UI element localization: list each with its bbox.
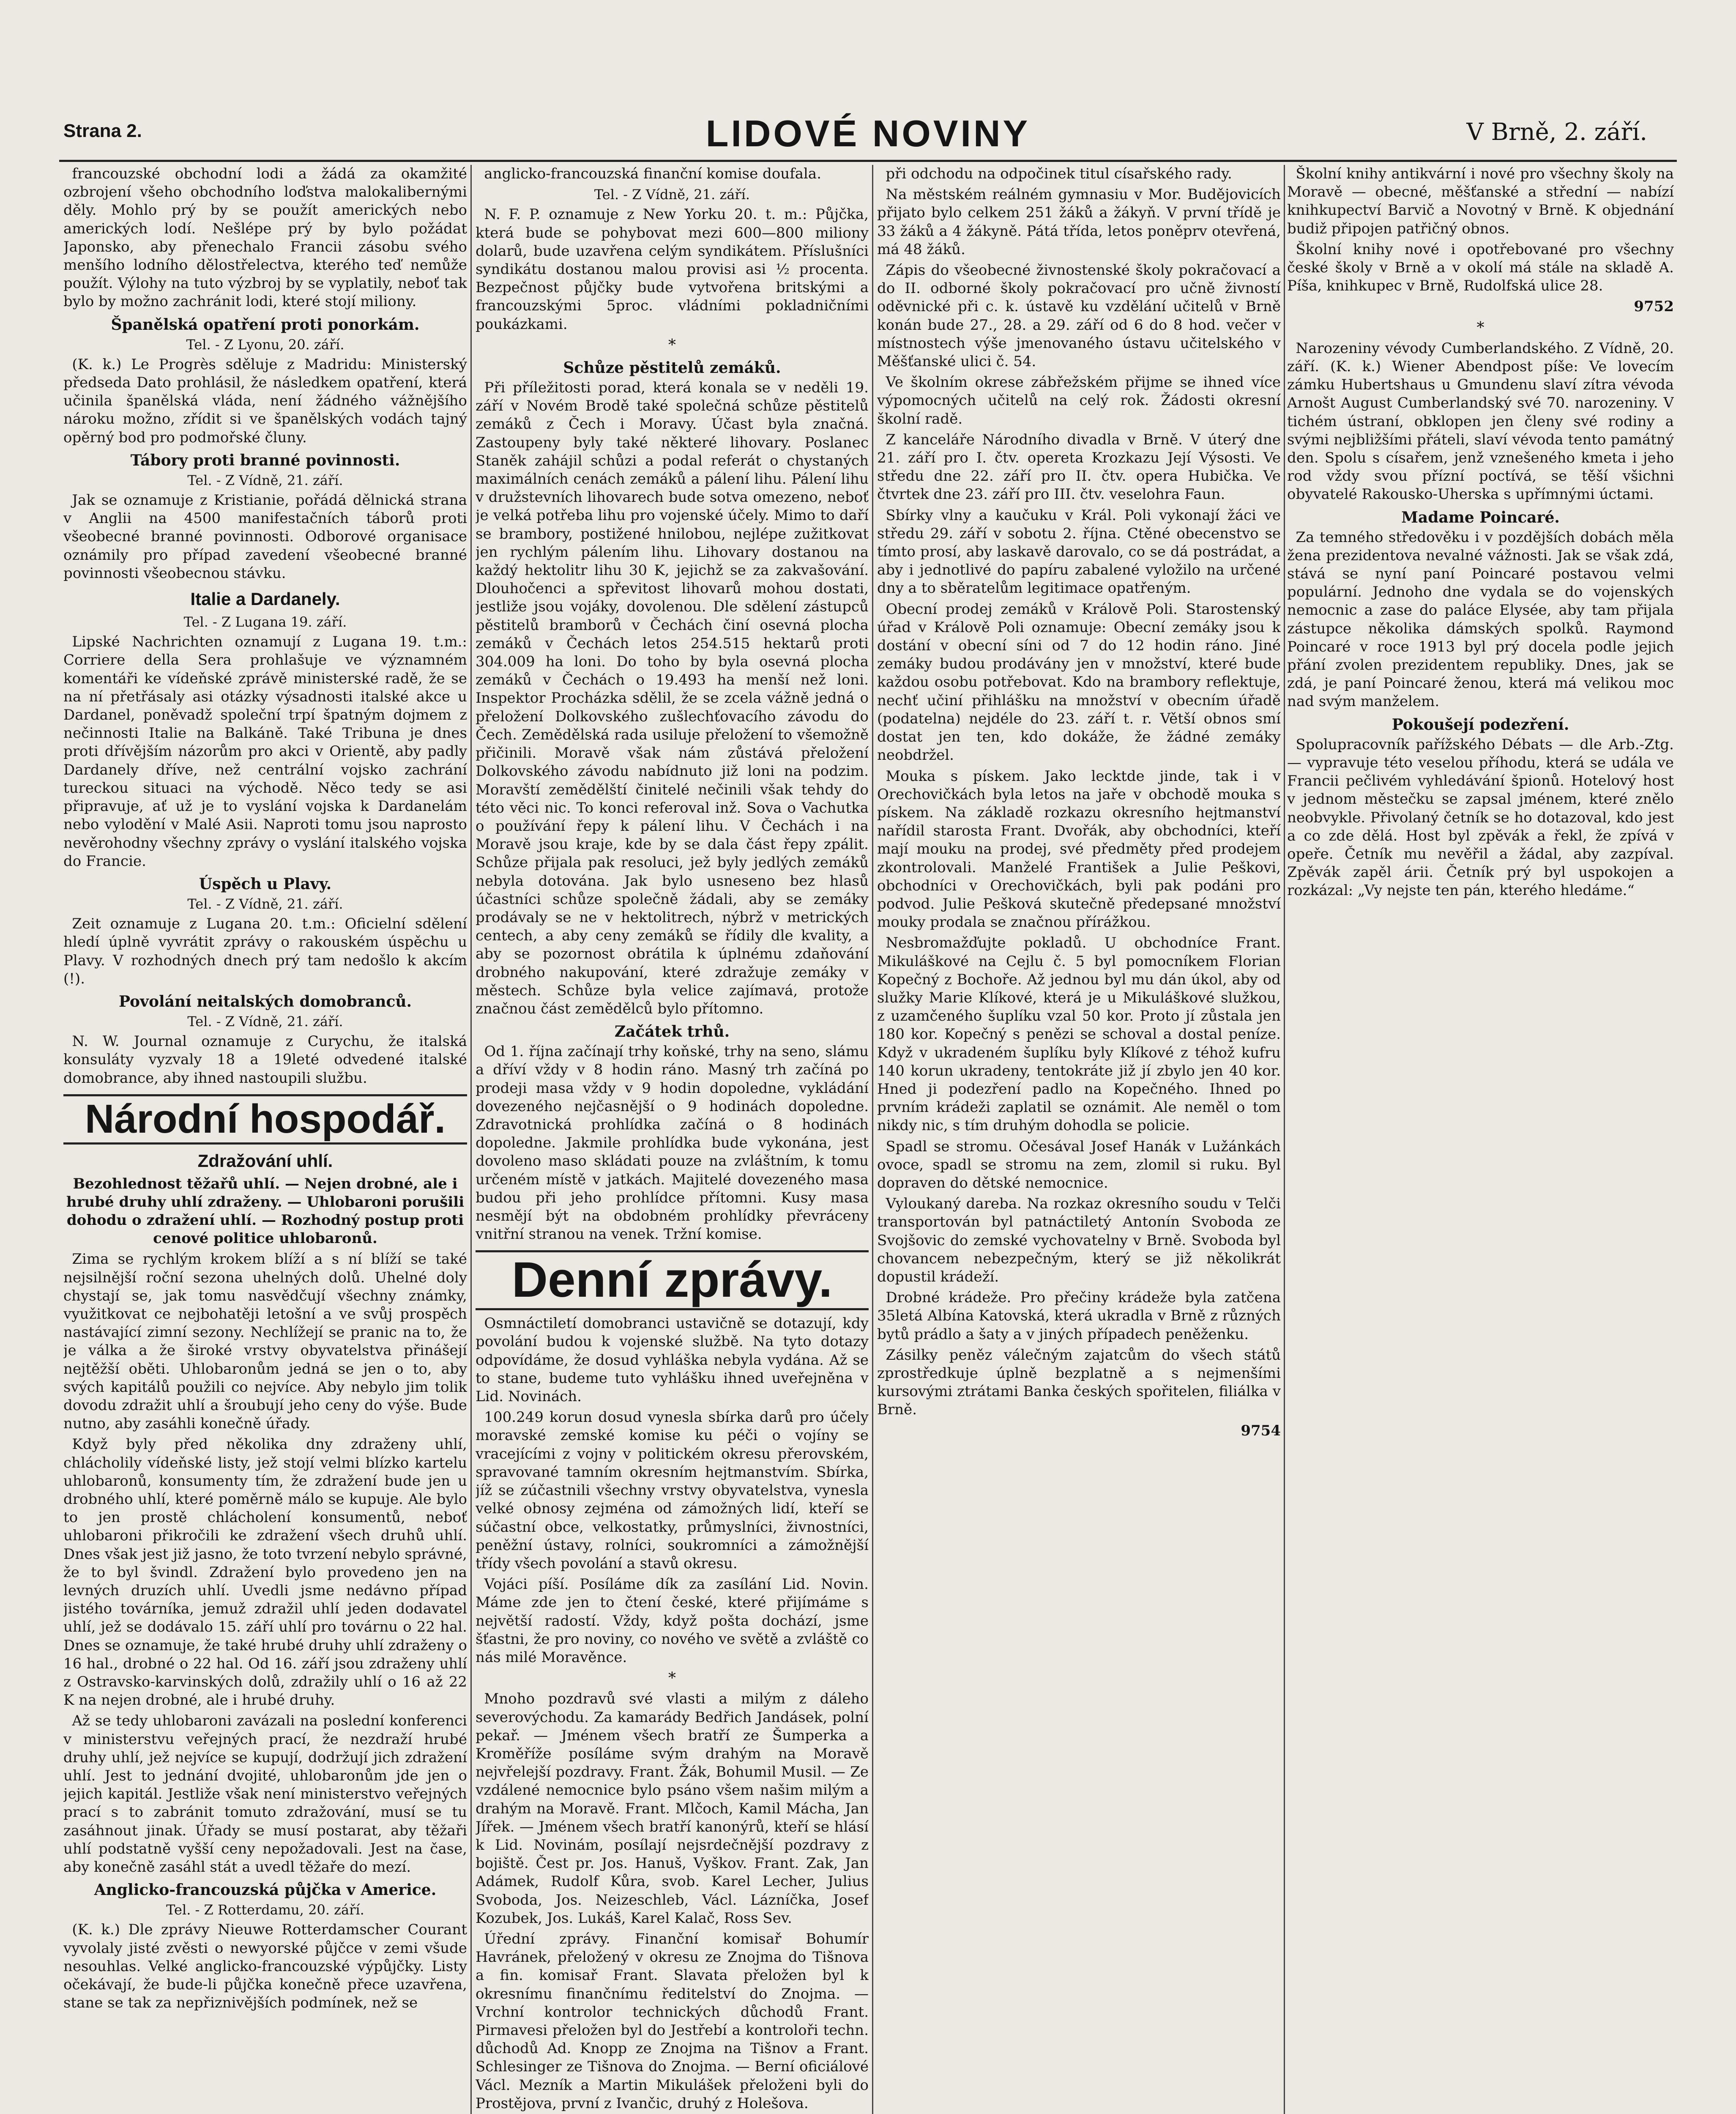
ad-number: 9752 — [1634, 298, 1674, 315]
ad-number: 9754 — [1241, 1422, 1281, 1439]
article-text: Mnoho pozdravů své vlasti a milým z dáleho severovýchodu. Za kamarády Bedřich Jandásek, polní pekař. — Jménem všech bratří ze Šumperka a Kroměříže posíláme svým drahým na Moravě nejvřelejší pozdravy. Frant. Žák, Bohumil Musil. — Ze vzdálené nemocnice bylo psáno všem našim milým a drahým na Moravě. Frant. Mlčoch, Kamil Mácha, Jan Jířek. — Jménem všech bratří kanonýrů, kteří se hlásí k Lid. Novinám, posílají nejsrdečnější pozdravy z bojiště. Čest pr. Jos. Hanuš, Vyškov. Frant. Zak, Jan Adámek, Rudolf Kůra, svob. Karel Lecher, Julius Svoboda, Jos. Neizeschleb, Václ. Lázníčka, Josef Kozubek, Jos. Lukáš, Karel Kalač, Ross Sev. — [476, 1690, 869, 1927]
column-divider — [470, 165, 472, 2114]
column-divider — [872, 165, 873, 2114]
article-text: Zima se rychlým krokem blíží a s ní blíží se také nejsilnější roční sezona uhelných dolů. Uhelné doly chystají se, jak tomu nasvědčují všechny známky, využitkovat ce nejbohatěji letošní a ve svůj prospěch nastávající zimní sezony. Nechlížejí se pranic na to, že je válka a že široké vrstvy obyvatelstva přinášejí nejtěžší oběti. Uhlobaronům jedná se jen o to, aby svých kapitálů použili co nejvíce. Aby nebylo jim tolik dovodu zdražit uhlí a šroubují jeho ceny do výše. Bude nutno, aby zasáhli konečně úřady. — [63, 1251, 467, 1432]
article-text: Lipské Nachrichten oznamují z Lugana 19. t.m.: Corriere della Sera prohlašuje ve významném komentáři ke vídeňské zprávě ministerské radě, že se na ní přetřásaly asi otázky výsadnosti italské akce u Dardanel, poněvadž společní trpí špatným dojmem z nečinnosti Italie na Balkáně. Také Tribuna je dnes proti dřívějším názorům pro akci v Orientě, aby padly Dardanely dříve, než centrální vojsko zachrání tureckou situaci na východě. Něco tedy se asi připravuje, ať už je to vyslání vojska k Dardanelám nebo vylodění v Malé Asii. Naproti tomu jsou naprosto nevěrohodny všechny zprávy o vyslání italského vojska do Francie. — [63, 633, 467, 870]
article-text: N. W. Journal oznamuje z Curychu, že italská konsuláty vyzvaly 18 a 19leté odvedené italské domobrance, aby ihned nastoupili službu. — [63, 1033, 467, 1087]
article-text: anglicko-francouzská finanční komise doufala. — [484, 165, 821, 182]
article-text: Zeit oznamuje z Lugana 20. t.m.: Oficielní sdělení hledí úplně vyvrátit zprávy o rakouském úspěchu u Plavy. V rozhodných dnech prý tam nedošlo k akcím (!). — [63, 915, 467, 987]
article-text: Úřední zprávy. Finanční komisař Bohumír Havránek, přeložený v okresu ze Znojma do Tišnova a fin. komisař Frant. Slavata přeložen byl k okresnímu finančnímu ředitelství do Znojma. — Vrchní kontrolor technických důchodů Frant. Pirmavesi přeložen byl do Jestřebí a kontroloři techn. důchodů Ad. Knopp ze Znojma na Tišnov a Frant. Schlesinger ze Tišnova do Znojma. — Berní oficiálové Václ. Mezník a Martin Mikulášek přeloženi byli do Prostějova, první z Ivančic, druhý z Holešova. — [476, 1930, 869, 2112]
column-divider — [1284, 165, 1285, 2114]
dateline: Tel. - Z Lyonu, 20. září. — [186, 336, 344, 353]
section-title: Národní hospodář. — [63, 1094, 467, 1145]
article-text: Školní knihy antikvární i nové pro všechny školy na Moravě — obecné, měšťanské a střední — nabízí knihkupectví Barvič a Novotný v Brně. K objednání budiž připojen patřičný obnos. — [1287, 165, 1674, 237]
article-title: Italie a Dardanely. — [190, 589, 340, 609]
article-text: Když byly před několika dny zdraženy uhlí, chlácholily vídeňské listy, jež stojí velmi blízko kartelu uhlobaronů, konsumenty tím, že zdražení bude jen u drobného uhlí, které poměrně málo se kupuje. Ale bylo to jen prostě chlácholení konsumentů, neboť uhlobaroni přikročili ke zdražení všech druhů uhlí. Dnes však jest již jasno, že toto tvrzení nebylo správné, že to byl švindl. Zdražení bylo provedeno jen na levných druzích uhlí. Uvedli jsme nedávno případ jistého továrníka, jemuž zdražil uhlí jeden dodavatel uhlí, jež se dodávalo 15. září uhlí pro továrnu o 22 hal. Dnes se oznamuje, že také hrubé druhy uhlí zdraženy o 16 hal., drobné o 22 hal. Od 16. září jsou zdraženy uhlí z Ostravsko-karvinských dolů, zdražily uhlí o 16 až 22 K na nejen drobné, ale i hrubé druhy. — [63, 1436, 467, 1709]
article-text: Spadl se stromu. Očesával Josef Hanák v Lužánkách ovoce, spadl se stromu na zem, zlomil si ruku. Byl dopraven do dětské nemocnice. — [877, 1138, 1281, 1191]
article-text: N. F. P. oznamuje z New Yorku 20. t. m.: Půjčka, která bude se pohybovat mezi 600—800 miliony dolarů, bude uzavřena celým syndikátem. Příslušníci syndikátu dostanou malou provisi asi ½ procenta. Bezpečnost půjčky bude vytvořena britskými a francouzskými 5proc. vládními pokladničními poukázkami. — [476, 206, 869, 333]
column-1 — [63, 165, 467, 2114]
article-text: Z kanceláře Národního divadla v Brně. V úterý dne 21. září pro I. čtv. opereta Krozkazu Její Výsosti. Ve středu dne 22. září pro II. čtv. opera Hubička. Ve čtvrtek dne 23. září pro III. čtv. veselohra Faun. — [877, 431, 1281, 503]
article-title: Zdražování uhlí. — [197, 1150, 333, 1171]
article-text: Nesbromažďujte pokladů. U obchodníce Frant. Mikuláškové na Cejlu č. 5 byl pomocníkem Florian Kopečný z Bochoře. Až jednou byl mu dán úkol, aby od služky Marie Klíkové, která je u Mikuláškové služkou, z uzamčeného šuplíku vzal 50 kor. Proto jí zůstala jen 180 kor. Kopečný s penězi se schoval a dostal peníze. Když v ukradeném šuplíku byly Klíkové z téhož kufru 140 korun ukradeny, tentokráte již jí zbylo jen 40 kor. Hned ji podezření padlo na Kopečného. Ihned po prvním krádeži zaplatil se oznámit. Ale neměl o tom nikdy nic, s tím druhým dohodla se policie. — [877, 934, 1281, 1134]
column-2 — [476, 165, 869, 2114]
article-text: Na městském reálném gymnasiu v Mor. Budějovicích přijato bylo celkem 251 žáků a žákyň. V první třídě je 33 žáků a 4 žákyně. Pátá třída, letos poněprv otevřená, má 48 žáků. — [877, 186, 1281, 258]
article-title: Pokoušejí podezření. — [1392, 715, 1569, 734]
masthead: LIDOVÉ NOVINY — [705, 112, 1031, 154]
article-text: Ve školním okrese zábřežském přijme se ihned více výpomocných učitelů na celý rok. Žádosti okresní školní radě. — [877, 374, 1281, 427]
separator-star: * — [668, 336, 676, 354]
dateline: Tel. - Z Rotterdamu, 20. září. — [166, 1902, 364, 1918]
article-lead: Bezohlednost těžařů uhlí. — Nejen drobné, ale i hrubé druhy uhlí zdraženy. — Uhlobaroni porušili dohodu o zdražení uhlí. — Rozhodný postup proti cenové politice uhlobaronů. — [66, 1175, 465, 1247]
article-text: (K. k.) Le Progrès sděluje z Madridu: Ministerský předseda Dato prohlásil, že následkem opatření, která učinila španělská vláda, není žádného vážnějšího nároku možno, zřídit si ve španělských vodách tajný opěrný bod pro podmořské čluny. — [63, 356, 467, 446]
article-text: Obecní prodej zemáků v Králově Poli. Starostenský úřad v Králově Poli oznamuje: Obecní zemáky jsou k dostání v obecní síni od 7 do 12 hodin ráno. Jiné zemáky budou prodávány jen v množství, které bude každou osobu potřebovat. Kdo na brambory reflektuje, nechť učiní přihlášku na množství v obecním úřadě (podatelna) nejdéle do 23. září t. r. Větší obnos smí dostat jen ten, kdo dokáže, že žádné zemáky neobdržel. — [877, 600, 1281, 764]
article-title: Úspěch u Plavy. — [199, 875, 332, 893]
article-text: Osmnáctiletí domobranci ustavičně se dotazují, kdy povolání budou k vojenské službě. Na tyto dotazy odpovídáme, že dosud vyhláška nebyla vydána. Až se to stane, budeme tuto vyhlášku ihned uveřejněna v Lid. Novinách. — [476, 1315, 869, 1405]
article-text: Zásilky peněz válečným zajatcům do všech států zprostředkuje úplně bezplatně a s nejmenšími kursovými ztrátami Banka českých spořitelen, filiálka v Brně. — [877, 1346, 1281, 1418]
article-text: Spolupracovník pařížského Débats — dle Arb.-Ztg. — vypravuje této veselou příhodu, která se udála ve Francii pečlivém vyhledávání špionů. Hotelový host v jednom městečku se zapsal jménem, které znělo neobvykle. Přivolaný četník se ho dotazoval, kdo jest a co zde dělá. Host byl zpěvák a řekl, že zpívá v opeře. Četník mu nevěřil a žádal, aby zazpíval. Zpěvák zapěl árii. Četník prý byl uspokojen a rozkázal: „Vy nejste ten pán, kterého hledáme.“ — [1287, 736, 1674, 899]
article-title: Madame Poincaré. — [1401, 508, 1560, 526]
article-text: francouzské obchodní lodi a žádá za okamžité ozbrojení všeho obchodního loďstva malokalibernými děly. Mohlo prý by se použít amerických nebo amerických lodí. Nešlépe prý by bylo požádat Japonsko, aby přenechalo Francii zásobu svého menšího lodního dělostřelectva, kterého teď nemůže použít. Výlohy na tuto výzbroj by se vyplatily, neboť tak bylo by možno zachránit lodi, které stojí miliony. — [63, 165, 467, 310]
dateline: Tel. - Z Vídně, 21. září. — [187, 1013, 343, 1030]
article-text: Vojáci píší. Posíláme dík za zasílání Lid. Novin. Máme zde jen to čtení české, které přijímáme s největší radostí. Vždy, když pošta dochází, jsme šťastni, že pro noviny, co nového ve světě a zvláště co nás milé Moravěnce. — [476, 1576, 869, 1666]
dateline: Tel. - Z Vídně, 21. září. — [187, 472, 343, 488]
article-text: Od 1. října začínají trhy koňské, trhy na seno, slámu a dříví vždy v 8 hodin ráno. Masný trh začíná po prodeji masa vždy v 9 hodin dopoledne, vykládání dovezeného nejčasnější o 9 hodinách dopoledne. Zdravotnická prohlídka začíná o 8 hodinách dopoledne. Jakmile prohlídka bude vykonána, jest dovoleno maso skládati pouze na zvláštním, k tomu určeném místě v jatkách. Majitelé dovezeného masa budou při jeho prohlídce přítomni. Kusy masa nesmějí být na obdobném prohlídky převráceny vnitřní stranou na venek. Tržní komise. — [476, 1043, 869, 1243]
article-title: Tábory proti branné povinnosti. — [130, 451, 400, 469]
article-text: Vyloukaný dareba. Na rozkaz okresního soudu v Telči transportován byl patnáctiletý Antonín Svoboda ze Svojšovic do zemské vychovatelny v Brně. Svoboda byl chovancem nebezpečným, který se již několikrát dopustil krádeží. — [877, 1195, 1281, 1285]
article-title: Španělská opatření proti ponorkám. — [111, 315, 420, 334]
separator-star: * — [668, 1670, 676, 1687]
column-4 — [1287, 165, 1674, 2114]
article-text: Školní knihy nové i opotřebované pro všechny české školy v Brně a v okolí má stále na skladě A. Píša, knihkupec v Brně, Rudolfská ulice 28. — [1287, 241, 1674, 295]
dateline: Tel. - Z Vídně, 21. září. — [187, 895, 343, 912]
header-rule — [59, 160, 1677, 162]
article-title: Schůze pěstitelů zemáků. — [563, 359, 781, 377]
article-text: (K. k.) Dle zprávy Nieuwe Rotterdamscher Courant vyvolaly jisté zvěsti o newyorské půjčce v zemi všude nesouhlas. Velké anglicko-francouzské výpůjčky. Listy očekávají, že bude-li půjčka konečně přece uzavřena, stane se tak za nepřiznivějších podmínek, než se — [63, 1921, 467, 2012]
issue-date: V Brně, 2. září. — [1466, 118, 1647, 146]
article-text: Při příležitosti porad, která konala se v neděli 19. září v Novém Brodě také společná schůze pěstitelů zemáků z Čech i Moravy. Účast byla značná. Zastoupeny byly také některé lihovary. Poslanec Staněk zahájil schůzi a podal referát o chystaných maximálních cenách zemáků a pálení lihu. Pálení lihu v družstevních lihovarech bude sotva omezeno, neboť je velká potřeba lihu pro vojenské účely. Mimo to daří se brambory, postižené hnilobou, nejlépe zužitkovat jen rychlým pálením lihu. Lihovary dostanou na každý hektolitr lihu 30 K, jejichž se za zakvašování. Dlouhočenci a spřevitost lihovarů mohou dostati, jestliže jsou vojáky, dovolenou. Dle sdělení zástupců pěstitelů bramborů v Čechách činí osevná plocha zemáků v Čechách letos 254.515 hektarů proti 304.009 ha loni. Do toho by byla osevná plocha zemáků v Čechách o 19.493 ha menší než loni. Inspektor Procházka sdělil, že se zcela vážně jedná o přeložení Dolkovského zušlechťovacího závodu do Čech. Zemědělská rada usiluje přeložení to všemožně přičinili. Moravě však nám zůstává přeložení Dolkovského závodu nabídnuto již loni na podzim. Moravští zemědělští činitelé nečinili však tehdy do této věci nic. To konci referoval inž. Sova o Vachutka o používání řepy k pálení lihu. V Čechách i na Moravě jsou kraje, kde by se dala část řepy zpálit. Schůze přijala pak resoluci, jež byly jedlých zemáků nebyla dotována. Jak bylo usneseno bez hlasů účastníci schůze společně žádali, aby se zemáky prodávaly se ne v hektolitrech, nýbrž v metrických centech, a aby ceny zemáků se řídily dle kvality, a aby se pozornost obrátila k úplnému zdaňování drobného nakupování, které zdražuje zemáky v městech. Schůze byla velice zajímavá, protože značnou část zemědělců bylo přítomno. — [476, 379, 869, 1017]
article-text: Drobné krádeže. Pro přečiny krádeže byla zatčena 35letá Albína Katovská, která ukradla v Brně z různých bytů prádlo a šaty a v jiných případech peněženku. — [877, 1289, 1281, 1343]
article-text: Mouka s pískem. Jako lecktde jinde, tak i v Orechovičkách byla letos na jaře v obchodě mouka s pískem. Na základě rozkazu okresního hejtmanství nařídil starosta Frant. Dvořák, aby obchodníci, kteří mají mouku na prodej, své předměty před prodejem zkontrolovali. Manželé František a Julie Peškovi, obchodníci v Orechovičkách, byli pak podáni pro podvod. Julie Pešková skutečně předepsané množství mouky prodala se značnou přírážkou. — [877, 767, 1281, 931]
section-title: Denní zprávy. — [476, 1250, 869, 1310]
dateline: Tel. - Z Lugana 19. září. — [183, 614, 347, 630]
column-3 — [877, 165, 1281, 2114]
separator-star: * — [1476, 319, 1484, 337]
page-label: Strana 2. — [63, 120, 142, 141]
article-text: při odchodu na odpočinek titul císařského rady. — [886, 165, 1232, 182]
article-text: Zápis do všeobecné živnostenské školy pokračovací a do II. odborné školy pokračovací pro učně živností oděvnické při c. k. ústavě ku vzdělání učitelů v Brně konán bude 27., 28. a 29. září od 6 do 8 hod. večer v místnostech výše jmenovaného ústavu učitelského v Měšťanské ulici č. 54. — [877, 262, 1281, 370]
article-title: Anglicko-francouzská půjčka v Americe. — [94, 1881, 437, 1899]
article-text: Sbírky vlny a kaučuku v Král. Poli vykonají žáci ve středu 29. září v sobotu 2. října. Ctěné obecenstvo se tímto prosí, aby laskavě darovalo, co se dá postrádat, a aby i jednotlivé do papíru zabalené vyložilo na určené dny a to sběratelům legitimace opatřeným. — [877, 507, 1281, 597]
article-title: Povolání neitalských domobranců. — [118, 992, 412, 1010]
dateline: Tel. - Z Vídně, 21. září. — [594, 186, 750, 203]
article-title: Začátek trhů. — [614, 1023, 730, 1041]
article-text: Jak se oznamuje z Kristianie, pořádá dělnická strana v Anglii na 4500 manifestačních táborů proti všeobecné branné povinnosti. Odborové organisace oznámily pro případ zavedení všeobecné branné povinnosti všeobecnou stávku. — [63, 492, 467, 582]
article-text: 100.249 korun dosud vynesla sbírka darů pro účely moravské zemské komise ku péči o vojíny se vracejícími z vojny v politickém okresu přerovském, spravované tamním okresním hejtmanstvím. Sbírka, jíž se zúčastnili všechny vrstvy obyvatelstva, vynesla velké obnosy zejména od zámožných lidí, kteří se súčastní obce, velkostatky, průmyslníci, živnostníci, peněžní ústavy, rolníci, soukromníci a zámožnější třídy všech povolání a stavů okresu. — [476, 1409, 869, 1572]
article-text: Až se tedy uhlobaroni zavázali na poslední konferenci v ministerstvu veřejných prací, že nezdraží hrubé druhy uhlí, jež nejvíce se kupují, dodržují jich zdražení uhlí. Jest to jednání dvojité, uhlobaronům jde jen o jejich kapitál. Jestliže však není ministerstvo veřejných prací s to zabránit tomuto zdražování, musí se tu zasáhnout jinak. Úřady se musí postarat, aby těžaři uhlí podstatně vyšší ceny nepožadovali. Jest na čase, aby konečně zasáhl stát a uvedl těžaře do mezí. — [63, 1712, 467, 1876]
article-text: Narozeniny vévody Cumberlandského. Z Vídně, 20. září. (K. k.) Wiener Abendpost píše: Ve lovecím zámku Hubertshaus u Gmundenu slaví zítra vévoda Arnošt August Cumberlandský své 70. narozeniny. V tichém ústraní, obklopen jen členy své rodiny a svými nejbližšími přáteli, slaví vévoda tento památný den. Spolu s císařem, jenž vznešeného kmeta i jeho rod vždy svou přízní poctívá, se těší všichni obyvatelé Rakousko-Uherska s upřímnými úctami. — [1287, 340, 1674, 503]
article-text: Za temného středověku i v pozdějších dobách měla žena prezidentova nevalné vážnosti. Jak se však zdá, stává se nyní paní Poincaré postavou velmi populární. Jednoho dne vydala se do vojenských nemocnic a zase do paláce Elysée, aby tam přijala zástupce několika dámských spolků. Raymond Poincaré v roce 1913 byl prý docela podle jejich přání zvolen prezidentem republiky. Dnes, jak se zdá, je paní Poincaré ženou, která má velikou moc nad svým manželem. — [1287, 528, 1674, 710]
